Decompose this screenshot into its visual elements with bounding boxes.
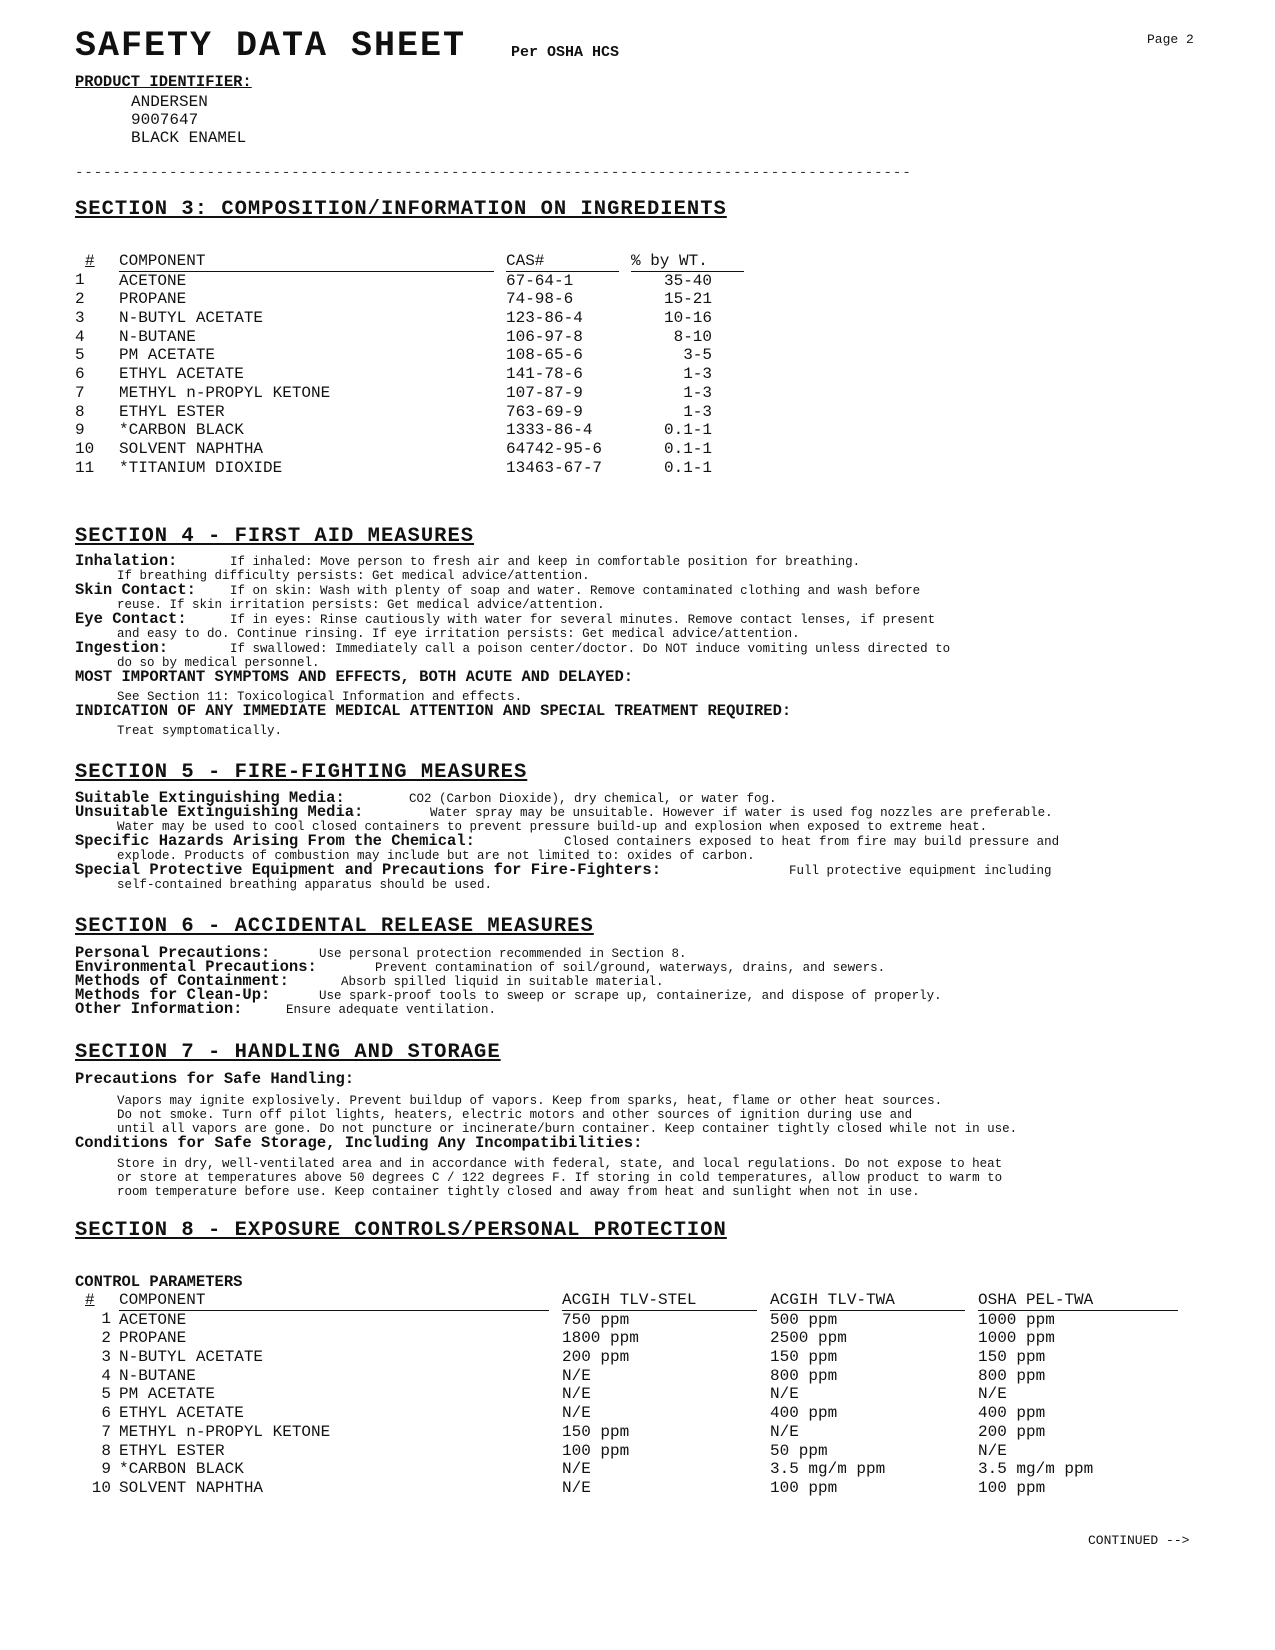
ingredient-cas: 64742-95-6 bbox=[506, 439, 603, 458]
exposure-header-row bbox=[75, 1291, 1178, 1310]
ingredient-component: PM ACETATE bbox=[119, 346, 216, 365]
exposure-row bbox=[75, 1404, 1178, 1423]
exposure-component: PROPANE bbox=[119, 1329, 187, 1348]
unsuitable-media-text-2: Water may be used to cool closed containers to prevent pressure build-up and explosion when exposed to extreme heat. bbox=[117, 820, 988, 834]
ingredient-row bbox=[75, 403, 744, 422]
control-parameters-label: CONTROL PARAMETERS bbox=[75, 1273, 243, 1291]
personal-precautions-text: Use personal protection recommended in Section 8. bbox=[319, 947, 687, 961]
dashed-divider: ----------------------------------------------------------------------------------------- bbox=[75, 165, 912, 181]
exposure-acgih-twa: 150 ppm bbox=[770, 1348, 838, 1367]
ingredient-cas: 1333-86-4 bbox=[506, 421, 593, 440]
skin-contact-text-2: reuse. If skin irritation persists: Get medical advice/attention. bbox=[117, 598, 605, 612]
eye-contact-text: If in eyes: Rinse cautiously with water for several minutes. Remove contact lenses, if present bbox=[230, 613, 936, 627]
exposure-col-number: # bbox=[85, 1291, 95, 1309]
ingredient-percent: 0.1-1 bbox=[663, 439, 712, 458]
exposure-osha-pel: 200 ppm bbox=[978, 1422, 1046, 1441]
exposure-acgih-twa: 50 ppm bbox=[770, 1441, 828, 1460]
exposure-acgih-stel: N/E bbox=[562, 1385, 591, 1404]
safe-storage-label: Conditions for Safe Storage, Including Any Incompatibilities: bbox=[75, 1134, 643, 1152]
inhalation-text-2: If breathing difficulty persists: Get medical advice/attention. bbox=[117, 569, 590, 583]
medical-attention-label: INDICATION OF ANY IMMEDIATE MEDICAL ATTENTION AND SPECIAL TREATMENT REQUIRED: bbox=[75, 702, 792, 720]
ingredients-col-component: COMPONENT bbox=[119, 252, 494, 271]
ingredient-number: 1 bbox=[75, 271, 85, 290]
ingredient-number: 10 bbox=[75, 439, 95, 458]
exposure-component: PM ACETATE bbox=[119, 1385, 216, 1404]
exposure-osha-pel: 1000 ppm bbox=[978, 1310, 1055, 1329]
exposure-acgih-stel: 750 ppm bbox=[562, 1310, 630, 1329]
product-line-name: BLACK ENAMEL bbox=[131, 129, 247, 147]
ingredient-percent: 35-40 bbox=[663, 271, 712, 290]
ingredient-percent: 10-16 bbox=[663, 309, 712, 328]
ingredient-number: 6 bbox=[75, 365, 85, 384]
ingredient-percent: 1-3 bbox=[683, 402, 712, 421]
protective-equipment-label: Special Protective Equipment and Precautions for Fire-Fighters: bbox=[75, 861, 661, 879]
ingredients-header-row bbox=[75, 252, 744, 271]
ingredient-row bbox=[75, 421, 744, 440]
ingredient-cas: 107-87-9 bbox=[506, 383, 583, 402]
exposure-component: N-BUTYL ACETATE bbox=[119, 1348, 264, 1367]
document-title: SAFETY DATA SHEET bbox=[75, 26, 467, 66]
eye-contact-text-2: and easy to do. Continue rinsing. If eye irritation persists: Get medical advice/attention. bbox=[117, 627, 800, 641]
exposure-component: ETHYL ACETATE bbox=[119, 1404, 244, 1423]
ingredient-component: METHYL n-PROPYL KETONE bbox=[119, 383, 331, 402]
exposure-osha-pel: 1000 ppm bbox=[978, 1329, 1055, 1348]
ingredient-percent: 0.1-1 bbox=[663, 421, 712, 440]
ingredient-cas: 123-86-4 bbox=[506, 309, 583, 328]
section-7-title: SECTION 7 - HANDLING AND STORAGE bbox=[75, 1041, 501, 1064]
ingredient-row bbox=[75, 365, 744, 384]
ingredient-row bbox=[75, 459, 744, 478]
inhalation-text: If inhaled: Move person to fresh air and keep in comfortable position for breathing. bbox=[230, 555, 861, 569]
specific-hazards-text-2: explode. Products of combustion may include but are not limited to: oxides of carbon. bbox=[117, 849, 755, 863]
ingredient-component: SOLVENT NAPHTHA bbox=[119, 439, 264, 458]
exposure-number: 3 bbox=[101, 1348, 111, 1367]
exposure-number: 5 bbox=[101, 1385, 111, 1404]
exposure-col-component: COMPONENT bbox=[119, 1291, 549, 1310]
exposure-acgih-twa: 500 ppm bbox=[770, 1310, 838, 1329]
ingredient-row bbox=[75, 346, 744, 365]
page-number: Page 2 bbox=[1147, 32, 1194, 47]
cleanup-label: Methods for Clean-Up: bbox=[75, 986, 271, 1004]
specific-hazards-label: Specific Hazards Arising From the Chemical: bbox=[75, 832, 475, 850]
exposure-component: ACETONE bbox=[119, 1310, 187, 1329]
cleanup-text: Use spark-proof tools to sweep or scrape up, containerize, and dispose of properly. bbox=[319, 989, 942, 1003]
exposure-number: 7 bbox=[101, 1422, 111, 1441]
exposure-component: N-BUTANE bbox=[119, 1366, 196, 1385]
exposure-acgih-twa: 800 ppm bbox=[770, 1366, 838, 1385]
eye-contact-label: Eye Contact: bbox=[75, 610, 187, 628]
protective-equipment-text: Full protective equipment including bbox=[789, 864, 1052, 878]
ingredient-cas: 763-69-9 bbox=[506, 402, 583, 421]
safe-handling-label: Precautions for Safe Handling: bbox=[75, 1070, 355, 1088]
other-information-text: Ensure adequate ventilation. bbox=[286, 1003, 497, 1017]
section-5-title: SECTION 5 - FIRE-FIGHTING MEASURES bbox=[75, 761, 528, 784]
section-4-title: SECTION 4 - FIRST AID MEASURES bbox=[75, 525, 475, 548]
exposure-osha-pel: 3.5 mg/m ppm bbox=[978, 1460, 1094, 1479]
ingredient-percent: 1-3 bbox=[683, 365, 712, 384]
exposure-component: SOLVENT NAPHTHA bbox=[119, 1478, 264, 1497]
exposure-col-acgih-stel: ACGIH TLV-STEL bbox=[562, 1291, 757, 1310]
exposure-acgih-stel: N/E bbox=[562, 1460, 591, 1479]
ingredient-number: 4 bbox=[75, 327, 85, 346]
ingredients-col-percent: % by WT. bbox=[631, 252, 744, 271]
exposure-row bbox=[75, 1348, 1178, 1367]
exposure-number: 8 bbox=[101, 1441, 111, 1460]
section-6-title: SECTION 6 - ACCIDENTAL RELEASE MEASURES bbox=[75, 915, 594, 938]
ingredient-component: ETHYL ESTER bbox=[119, 402, 225, 421]
safe-handling-text-1: Vapors may ignite explosively. Prevent buildup of vapors. Keep from sparks, heat, flame or other heat sources. bbox=[117, 1094, 943, 1108]
ingredient-cas: 13463-67-7 bbox=[506, 458, 603, 477]
continued-indicator: CONTINUED --> bbox=[1088, 1533, 1190, 1548]
ingredient-percent: 15-21 bbox=[663, 290, 712, 309]
product-line-code: 9007647 bbox=[131, 111, 199, 129]
ingredient-number: 11 bbox=[75, 458, 95, 477]
inhalation-label: Inhalation: bbox=[75, 552, 178, 570]
safe-storage-text-1: Store in dry, well-ventilated area and in accordance with federal, state, and local regulations. Do not expose to heat bbox=[117, 1157, 1003, 1171]
ingredient-row bbox=[75, 440, 744, 459]
ingredient-component: N-BUTYL ACETATE bbox=[119, 309, 264, 328]
symptoms-text: See Section 11: Toxicological Information and effects. bbox=[117, 690, 523, 704]
product-line-brand: ANDERSEN bbox=[131, 93, 208, 111]
ingredients-col-number: # bbox=[85, 252, 95, 270]
environmental-precautions-text: Prevent contamination of soil/ground, waterways, drains, and sewers. bbox=[375, 961, 886, 975]
safe-storage-text-3: room temperature before use. Keep container tightly closed and away from heat and sunlight when not in use. bbox=[117, 1185, 920, 1199]
ingredient-cas: 67-64-1 bbox=[506, 271, 574, 290]
section-3-title: SECTION 3: COMPOSITION/INFORMATION ON INGREDIENTS bbox=[75, 198, 727, 221]
exposure-number: 2 bbox=[101, 1329, 111, 1348]
exposure-acgih-stel: N/E bbox=[562, 1366, 591, 1385]
exposure-row bbox=[75, 1442, 1178, 1461]
exposure-osha-pel: N/E bbox=[978, 1441, 1007, 1460]
ingestion-text-2: do so by medical personnel. bbox=[117, 656, 320, 670]
exposure-row bbox=[75, 1385, 1178, 1404]
exposure-acgih-twa: N/E bbox=[770, 1385, 799, 1404]
exposure-component: *CARBON BLACK bbox=[119, 1460, 244, 1479]
protective-equipment-text-2: self-contained breathing apparatus should be used. bbox=[117, 878, 493, 892]
exposure-number: 1 bbox=[101, 1310, 111, 1329]
exposure-osha-pel: 400 ppm bbox=[978, 1404, 1046, 1423]
exposure-osha-pel: 150 ppm bbox=[978, 1348, 1046, 1367]
document-subtitle: Per OSHA HCS bbox=[511, 44, 620, 61]
ingredient-number: 5 bbox=[75, 346, 85, 365]
ingredient-component: ETHYL ACETATE bbox=[119, 365, 244, 384]
unsuitable-media-label: Unsuitable Extinguishing Media: bbox=[75, 803, 364, 821]
exposure-osha-pel: 800 ppm bbox=[978, 1366, 1046, 1385]
containment-label: Methods of Containment: bbox=[75, 972, 289, 990]
ingredient-percent: 8-10 bbox=[673, 327, 712, 346]
exposure-number: 4 bbox=[101, 1366, 111, 1385]
ingredient-component: N-BUTANE bbox=[119, 327, 196, 346]
exposure-component: METHYL n-PROPYL KETONE bbox=[119, 1422, 331, 1441]
exposure-acgih-stel: 100 ppm bbox=[562, 1441, 630, 1460]
ingredient-cas: 108-65-6 bbox=[506, 346, 583, 365]
exposure-acgih-twa: 100 ppm bbox=[770, 1478, 838, 1497]
ingestion-text: If swallowed: Immediately call a poison center/doctor. Do NOT induce vomiting unless directed to bbox=[230, 642, 951, 656]
exposure-number: 6 bbox=[101, 1404, 111, 1423]
product-identifier-label: PRODUCT IDENTIFIER: bbox=[75, 73, 252, 91]
exposure-acgih-twa: 400 ppm bbox=[770, 1404, 838, 1423]
ingredient-cas: 106-97-8 bbox=[506, 327, 583, 346]
exposure-acgih-twa: 2500 ppm bbox=[770, 1329, 847, 1348]
exposure-acgih-twa: N/E bbox=[770, 1422, 799, 1441]
exposure-component: ETHYL ESTER bbox=[119, 1441, 225, 1460]
symptoms-label: MOST IMPORTANT SYMPTOMS AND EFFECTS, BOTH ACUTE AND DELAYED: bbox=[75, 668, 634, 686]
ingestion-label: Ingestion: bbox=[75, 639, 169, 657]
exposure-acgih-stel: 150 ppm bbox=[562, 1422, 630, 1441]
ingredient-component: PROPANE bbox=[119, 290, 187, 309]
exposure-number: 9 bbox=[101, 1460, 111, 1479]
ingredient-cas: 74-98-6 bbox=[506, 290, 574, 309]
ingredient-number: 9 bbox=[75, 421, 85, 440]
ingredient-component: *CARBON BLACK bbox=[119, 421, 244, 440]
ingredient-number: 7 bbox=[75, 383, 85, 402]
environmental-precautions-label: Environmental Precautions: bbox=[75, 958, 317, 976]
ingredient-percent: 0.1-1 bbox=[663, 458, 712, 477]
ingredient-row bbox=[75, 271, 744, 290]
exposure-row bbox=[75, 1479, 1178, 1498]
safe-handling-text-2: Do not smoke. Turn off pilot lights, heaters, electric motors and other sources of ignition during use and bbox=[117, 1108, 913, 1122]
safe-storage-text-2: or store at temperatures above 50 degrees C / 122 degrees F. If storing in cold temperatures, allow product to warm to bbox=[117, 1171, 1003, 1185]
exposure-limits-table bbox=[75, 1291, 1178, 1498]
ingredient-cas: 141-78-6 bbox=[506, 365, 583, 384]
exposure-col-acgih-twa: ACGIH TLV-TWA bbox=[770, 1291, 965, 1310]
specific-hazards-text: Closed containers exposed to heat from fire may build pressure and bbox=[564, 835, 1060, 849]
personal-precautions-label: Personal Precautions: bbox=[75, 944, 271, 962]
exposure-acgih-stel: N/E bbox=[562, 1404, 591, 1423]
exposure-acgih-stel: 200 ppm bbox=[562, 1348, 630, 1367]
ingredient-percent: 3-5 bbox=[683, 346, 712, 365]
ingredient-row bbox=[75, 290, 744, 309]
section-8-title: SECTION 8 - EXPOSURE CONTROLS/PERSONAL PROTECTION bbox=[75, 1219, 727, 1242]
exposure-acgih-stel: N/E bbox=[562, 1478, 591, 1497]
ingredient-percent: 1-3 bbox=[683, 383, 712, 402]
ingredient-number: 2 bbox=[75, 290, 85, 309]
ingredient-row bbox=[75, 328, 744, 347]
unsuitable-media-text: Water spray may be unsuitable. However if water is used fog nozzles are preferable. bbox=[430, 806, 1053, 820]
medical-attention-text: Treat symptomatically. bbox=[117, 724, 283, 738]
ingredient-row bbox=[75, 309, 744, 328]
exposure-number: 10 bbox=[91, 1478, 111, 1497]
exposure-row bbox=[75, 1423, 1178, 1442]
exposure-osha-pel: 100 ppm bbox=[978, 1478, 1046, 1497]
exposure-row bbox=[75, 1367, 1178, 1386]
ingredient-number: 8 bbox=[75, 402, 85, 421]
exposure-col-osha-pel: OSHA PEL-TWA bbox=[978, 1291, 1178, 1310]
safe-handling-text-3: until all vapors are gone. Do not puncture or incinerate/burn container. Keep container tightly closed while not in use. bbox=[117, 1122, 1018, 1136]
other-information-label: Other Information: bbox=[75, 1000, 243, 1018]
exposure-acgih-stel: 1800 ppm bbox=[562, 1329, 639, 1348]
ingredient-row bbox=[75, 384, 744, 403]
exposure-row bbox=[75, 1329, 1178, 1348]
skin-contact-text: If on skin: Wash with plenty of soap and water. Remove contaminated clothing and wash before bbox=[230, 584, 921, 598]
exposure-row bbox=[75, 1460, 1178, 1479]
suitable-media-label: Suitable Extinguishing Media: bbox=[75, 789, 345, 807]
ingredient-component: *TITANIUM DIOXIDE bbox=[119, 458, 283, 477]
suitable-media-text: CO2 (Carbon Dioxide), dry chemical, or water fog. bbox=[409, 792, 777, 806]
exposure-acgih-twa: 3.5 mg/m ppm bbox=[770, 1460, 886, 1479]
ingredients-table bbox=[75, 252, 744, 477]
containment-text: Absorb spilled liquid in suitable material. bbox=[341, 975, 664, 989]
skin-contact-label: Skin Contact: bbox=[75, 581, 196, 599]
ingredient-component: ACETONE bbox=[119, 271, 187, 290]
exposure-osha-pel: N/E bbox=[978, 1385, 1007, 1404]
ingredients-col-cas: CAS# bbox=[506, 252, 619, 271]
exposure-row bbox=[75, 1310, 1178, 1329]
ingredient-number: 3 bbox=[75, 309, 85, 328]
